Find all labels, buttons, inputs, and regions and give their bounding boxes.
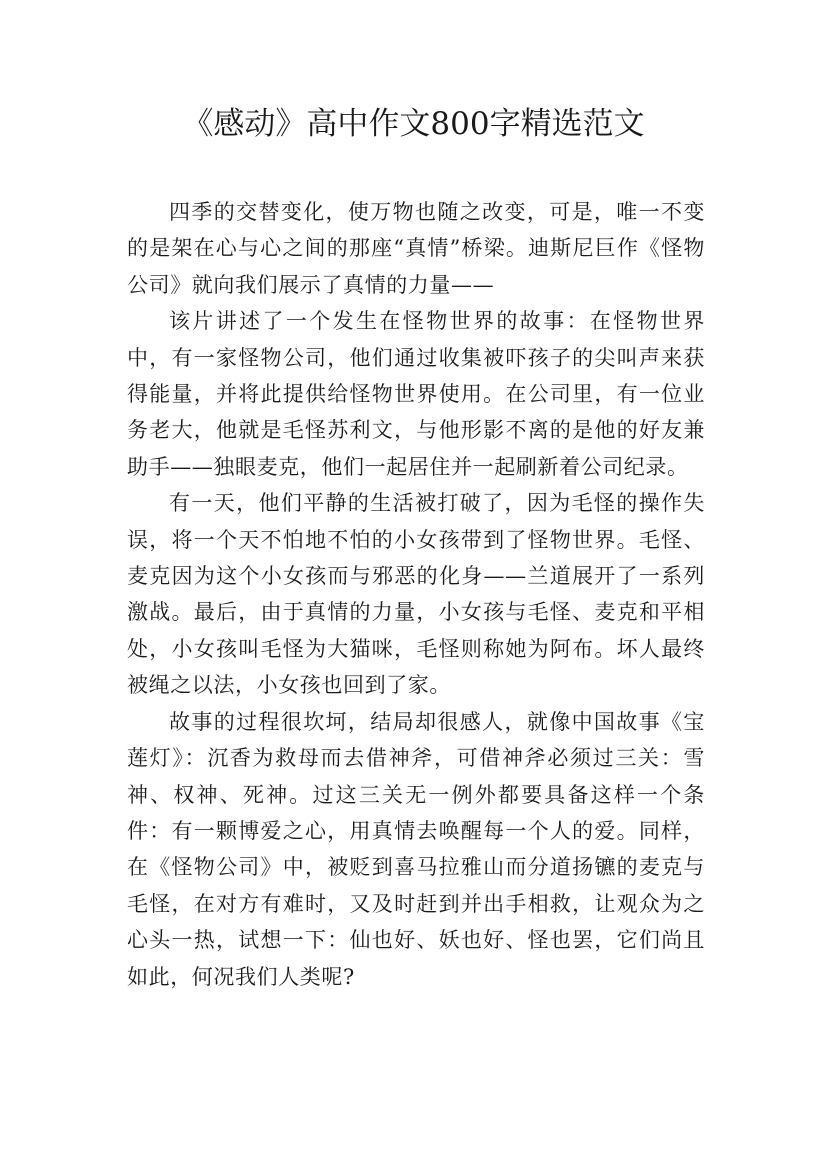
document-body (127, 194, 705, 995)
paragraph-4: 故事的过程很坎坷，结局却很感人，就像中国故事《宝莲灯》：沉香为救母而去借神斧，可借神斧必须过三关：雪神、权神、死神。过这三关无一例外都要具备这样一个条件：有一颗博爱之心，用真情去唤醒每一个人的爱。同样，在《怪物公司》中，被贬到喜马拉雅山而分道扬镳的麦克与毛怪，在对方有难时，又及时赶到并出手相救，让观众为之心头一热，试想一下：仙也好、妖也好、怪也罢，它们尚且如此，何况我们人类呢? (127, 709, 705, 989)
paragraph-2: 该片讲述了一个发生在怪物世界的故事：在怪物世界中，有一家怪物公司，他们通过收集被吓孩子的尖叫声来获得能量，并将此提供给怪物世界使用。在公司里，有一位业务老大，他就是毛怪苏利文，与他形影不离的是他的好友兼助手——独眼麦克，他们一起居住并一起刷新着公司纪录。 (127, 309, 705, 479)
document-title: 《感动》高中作文800字精选范文 (182, 106, 645, 142)
paragraph-3: 有一天，他们平静的生活被打破了，因为毛怪的操作失误，将一个天不怕地不怕的小女孩带到了怪物世界。毛怪、麦克因为这个小女孩而与邪恶的化身——兰道展开了一系列激战。最后，由于真情的力量，小女孩与毛怪、麦克和平相处，小女孩叫毛怪为大猫咪，毛怪则称她为阿布。坏人最终被绳之以法，小女孩也回到了家。 (127, 491, 705, 698)
paragraph-1: 四季的交替变化，使万物也随之改变，可是，唯一不变的是架在心与心之间的那座“真情”桥梁。迪斯尼巨作《怪物公司》就向我们展示了真情的力量—— (127, 200, 705, 297)
